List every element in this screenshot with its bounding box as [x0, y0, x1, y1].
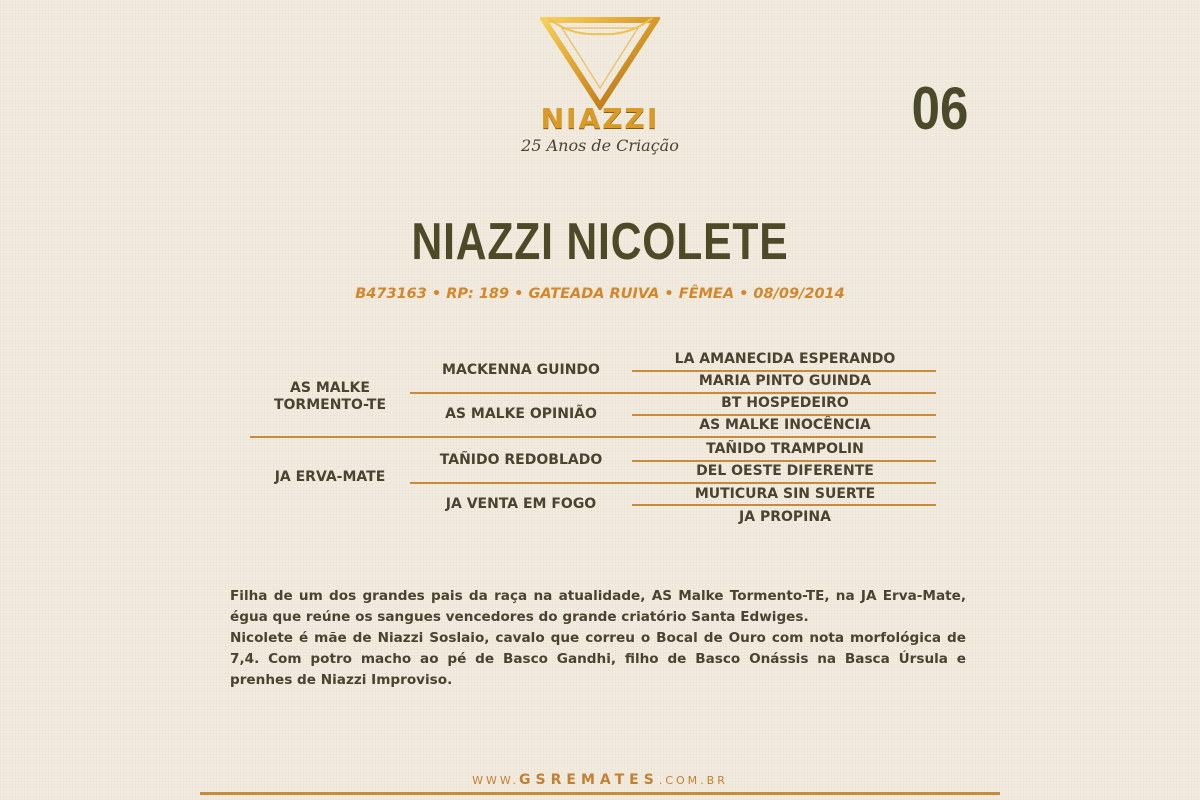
divider-g3-4 [632, 504, 936, 506]
divider-g2-2 [410, 482, 936, 484]
pedigree-dsd: DEL OESTE DIFERENTE [696, 463, 874, 479]
triangle-emblem-icon [540, 14, 660, 110]
brand-logo [500, 10, 700, 160]
pedigree-dss: TAÑIDO TRAMPOLIN [706, 441, 864, 457]
description-paragraph: Filha de um dos grandes pais da raça na atualidade, AS Malke Tormento-TE, na JA Erva-Mate, égua que reúne os sangues vencedores do grande criatório Santa Edwiges. [230, 588, 966, 625]
pedigree-sire: AS MALKE TORMENTO-TE [273, 380, 387, 413]
pedigree-ddd: JA PROPINA [739, 509, 831, 525]
registration-details: B473163 • RP: 189 • GATEADA RUIVA • FÊMEA • 08/09/2014 [355, 286, 845, 302]
divider-g3-1 [632, 370, 936, 372]
pedigree-sire-sire: MACKENNA GUINDO [442, 362, 600, 378]
pedigree-chart [250, 348, 940, 528]
description-paragraph: Nicolete é mãe de Niazzi Soslaio, cavalo que correu o Bocal de Ouro com nota morfológica de 7,4. Com potro macho ao pé de Basco Gandhi, filho de Basco Onássis na Basca Úrsula e prenhes de Niazzi Improviso. [230, 630, 966, 688]
pedigree-dam-dam: JA VENTA EM FOGO [445, 496, 597, 512]
pedigree-sire-dam: AS MALKE OPINIÃO [445, 406, 597, 422]
website-link[interactable] [300, 772, 900, 788]
logo-name: NIAZZI [540, 102, 660, 135]
pedigree-sds: BT HOSPEDEIRO [721, 395, 849, 411]
footer-divider [200, 792, 1000, 795]
pedigree-sss: LA AMANECIDA ESPERANDO [674, 351, 896, 367]
divider-g1 [250, 436, 936, 438]
divider-g3-2 [632, 414, 936, 416]
horse-description [230, 586, 966, 691]
pedigree-dam: JA ERVA-MATE [274, 469, 386, 485]
horse-name-title: NIAZZI NICOLETE [411, 213, 789, 271]
pedigree-sdd: AS MALKE INOCÊNCIA [699, 417, 871, 433]
pedigree-dds: MUTICURA SIN SUERTE [694, 486, 876, 502]
website-domain: GSREMATES [519, 772, 659, 788]
logo-tagline: 25 Anos de Criação [521, 136, 679, 155]
divider-g2-1 [410, 392, 936, 394]
lot-number: 06 [911, 75, 969, 142]
pedigree-ssd: MARIA PINTO GUINDA [698, 373, 872, 389]
pedigree-dam-sire: TAÑIDO REDOBLADO [439, 452, 603, 468]
website-suffix: .COM.BR [658, 774, 728, 787]
website-prefix: WWW. [472, 774, 520, 787]
divider-g3-3 [632, 460, 936, 462]
